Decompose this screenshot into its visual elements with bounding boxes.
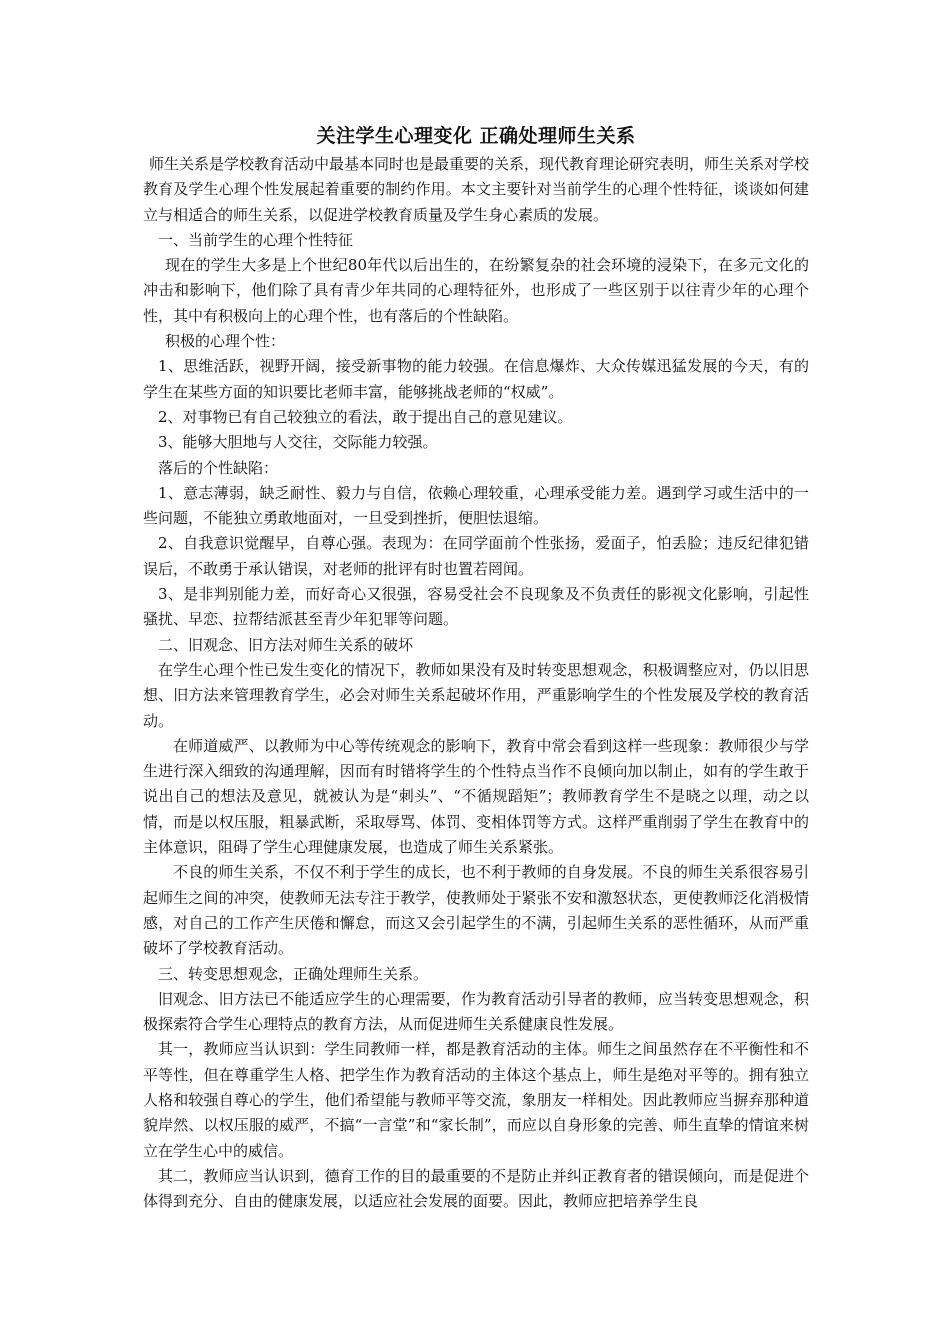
subheading-positive: 积极的心理个性： (165, 332, 286, 351)
paragraph: 不良的师生关系，不仅不利于学生的成长，也不利于教师的自身发展。不良的师生关系很容易引起师生之间的冲突，使教师无法专注于教学，使教师处于紧张不安和激怒状态，更使教师泛化消极情感，对自己的工作产生厌倦和懈怠，而这又会引起学生的不满，引起师生关系的恶性循环，从而严重破坏了学校教育活动。 (143, 863, 809, 958)
list-item: 2、自我意识觉醒早，自尊心强。表现为：在同学面前个性张扬，爱面子，怕丢脸；违反纪律犯错误后，不敢勇于承认错误，对老师的批评有时也置若罔闻。 (143, 534, 809, 578)
paragraph: 在学生心理个性已发生变化的情况下，教师如果没有及时转变思想观念，积极调整应对，仍以旧思想、旧方法来管理教育学生，必会对师生关系起破坏作用，严重影响学生的个性发展及学校的教育活动。 (143, 660, 809, 730)
section-heading-3: 三、转变思想观念，正确处理师生关系。 (158, 964, 429, 983)
list-item: 2、对事物已有自己较独立的看法，敢于提出自己的意见建议。 (158, 407, 573, 426)
list-item: 1、思维活跃，视野开阔，接受新事物的能力较强。在信息爆炸、大众传媒迅猛发展的今天，有的学生在某些方面的知识要比老师丰富，能够挑战老师的“权威”。 (143, 357, 809, 401)
paragraph: 其一，教师应当认识到：学生同教师一样，都是教育活动的主体。师生之间虽然存在不平衡性和不平等性，但在尊重学生人格、把学生作为教育活动的主体这个基点上，师生是绝对平等的。拥有独立人格和较强自尊心的学生，他们希望能与教师平等交流，象朋友一样相处。因此教师应当摒弃那种道貌岸然、以权压服的威严，不搞“一言堂”和“家长制”，而应以自身形象的完善、师生直挚的情谊来树立在学生心中的威信。 (143, 1040, 809, 1160)
paragraph: 旧观念、旧方法已不能适应学生的心理需要，作为教育活动引导者的教师，应当转变思想观念，积极探索符合学生心理特点的教育方法，从而促进师生关系健康良性发展。 (143, 989, 809, 1034)
list-item: 3、是非判别能力差，而好奇心又很强，容易受社会不良现象及不负责任的影视文化影响，引起性骚扰、早恋、拉帮结派甚至青少年犯罪等问题。 (143, 585, 809, 629)
document-title: 关注学生心理变化 正确处理师生关系 (316, 125, 636, 147)
paragraph: 其二，教师应当认识到，德育工作的目的最重要的不是防止并纠正教育者的错误倾向，而是促进个体得到充分、自由的健康发展，以适应社会发展的面要。因此，教师应把培养学生良 (143, 1166, 809, 1211)
section-heading-2: 二、旧观念、旧方法对师生关系的破坏 (158, 635, 414, 654)
paragraph-intro: 师生关系是学校教育活动中最基本同时也是最重要的关系，现代教育理论研究表明，师生关系对学校教育及学生心理个性发展起着重要的制约作用。本文主要针对当前学生的心理个性特征，谈谈如何建立与相适合的师生关系，以促进学校教育质量及学生身心素质的发展。 (143, 155, 810, 224)
list-item: 1、意志薄弱，缺乏耐性、毅力与自信，依赖心理较重，心理承受能力差。遇到学习或生活中的一些问题，不能独立勇敢地面对，一旦受到挫折，便胆怯退缩。 (143, 483, 809, 528)
subheading-negative: 落后的个性缺陷： (158, 458, 279, 477)
list-item: 3、能够大胆地与人交往，交际能力较强。 (158, 433, 438, 452)
paragraph: 现在的学生大多是上个世纪80年代以后出生的，在纷繁复杂的社会环境的浸染下，在多元文化的冲击和影响下，他们除了具有青少年共同的心理特征外，也形成了一些区别于以往青少年的心理个性，其中有积极向上的心理个性，也有落后的个性缺陷。 (143, 256, 809, 325)
section-heading-1: 一、当前学生的心理个性特征 (158, 230, 354, 249)
document-body (143, 122, 809, 1214)
paragraph: 在师道威严、以教师为中心等传统观念的影响下，教育中常会看到这样一些现象：教师很少与学生进行深入细致的沟通理解，因而有时错将学生的个性特点当作不良倾向加以制止，如有的学生敢于说出自己的想法及意见，就被认为是“刺头”、“不循规蹈矩”；教师教育学生不是晓之以理，动之以情，而是以权压服，粗暴武断，采取辱骂、体罚、变相体罚等方式。这样严重削弱了学生在教育中的主体意识，阻碍了学生心理健康发展，也造成了师生关系紧张。 (143, 736, 809, 857)
